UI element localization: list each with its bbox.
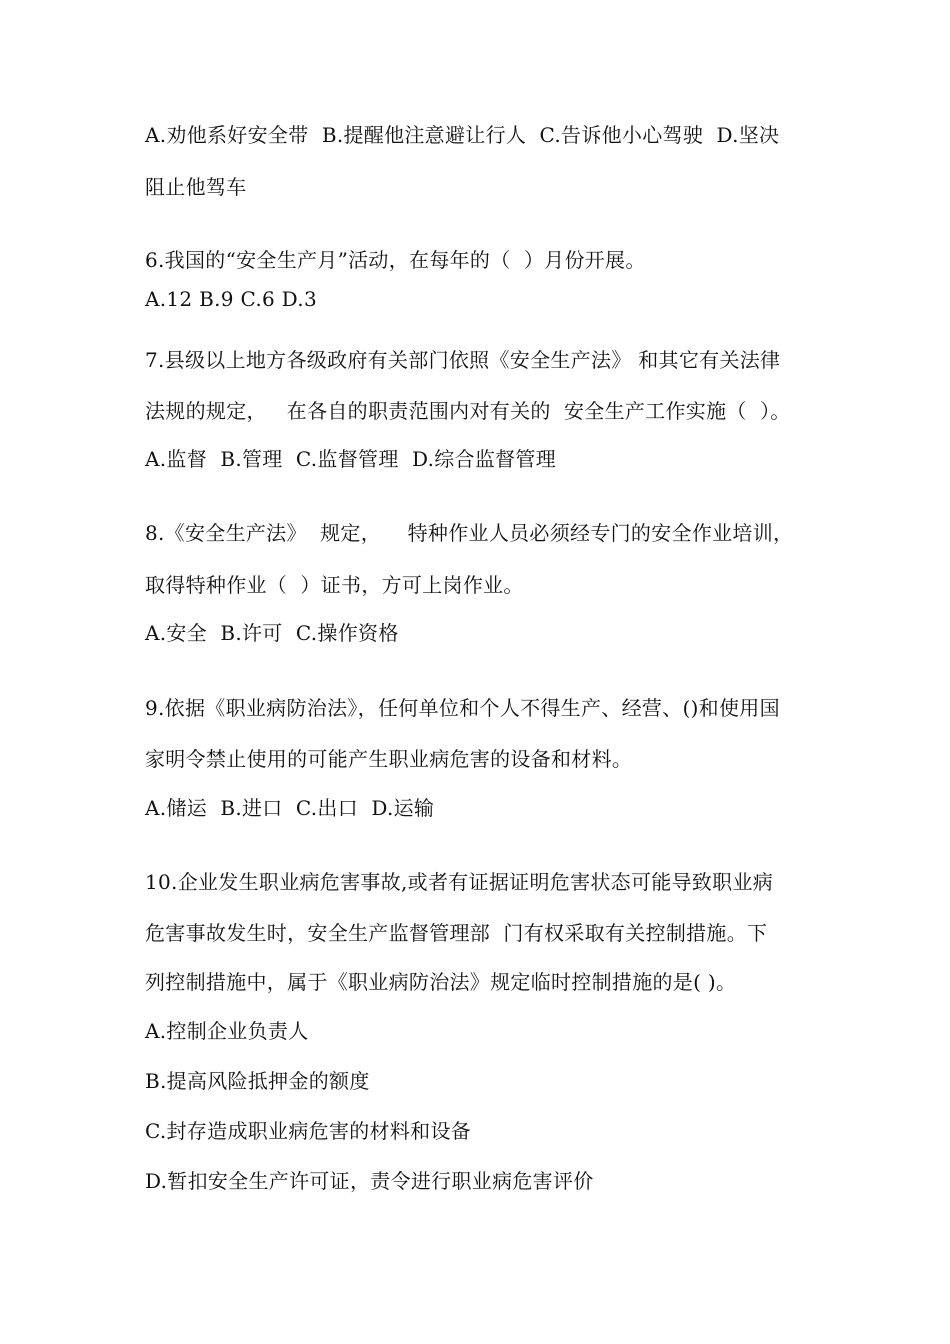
q6-options: A.12 B.9 C.6 D.3	[145, 287, 317, 311]
q8-options: A.安全 B.许可 C.操作资格	[145, 621, 399, 645]
q9-stem-line1: 9.依据《职业病防治法》，任何单位和个人不得生产、经营、()和使用国	[145, 696, 780, 720]
q10-option-a: A.控制企业负责人	[145, 1019, 309, 1043]
q10-option-d: D.暂扣安全生产许可证，责令进行职业病危害评价	[145, 1169, 594, 1193]
q8-stem-line2: 取得特种作业（ ）证书，方可上岗作业。	[145, 573, 524, 597]
q7-stem-line1: 7.县级以上地方各级政府有关部门依照《安全生产法》 和其它有关法律	[145, 348, 781, 372]
q5-options-line2: 阻止他驾车	[145, 175, 247, 199]
q10-option-b: B.提高风险抵押金的额度	[145, 1069, 370, 1093]
q10-stem-line2: 危害事故发生时，安全生产监督管理部 门有权采取有关控制措施。下	[145, 921, 768, 945]
q9-stem-line2: 家明令禁止使用的可能产生职业病危害的设备和材料。	[145, 747, 633, 771]
q7-options: A.监督 B.管理 C.监督管理 D.综合监督管理	[145, 447, 557, 471]
q6-stem: 6.我国的“安全生产月”活动，在每年的（ ）月份开展。	[145, 248, 646, 272]
q9-options: A.储运 B.进口 C.出口 D.运输	[145, 796, 435, 820]
q10-stem-line3: 列控制措施中，属于《职业病防治法》规定临时控制措施的是( )。	[145, 970, 737, 994]
q10-option-c: C.封存造成职业病危害的材料和设备	[145, 1119, 472, 1143]
q8-stem-line1: 8.《安全生产法》 规定， 特种作业人员必须经专门的安全作业培训，	[145, 521, 794, 545]
q10-stem-line1: 10.企业发生职业病危害事故,或者有证据证明危害状态可能导致职业病	[145, 870, 774, 894]
q7-stem-line2: 法规的规定， 在各自的职责范围内对有关的 安全生产工作实施（ ）。	[145, 399, 791, 423]
q5-options-line1: A.劝他系好安全带 B.提醒他注意避让行人 C.告诉他小心驾驶 D.坚决	[145, 123, 780, 147]
